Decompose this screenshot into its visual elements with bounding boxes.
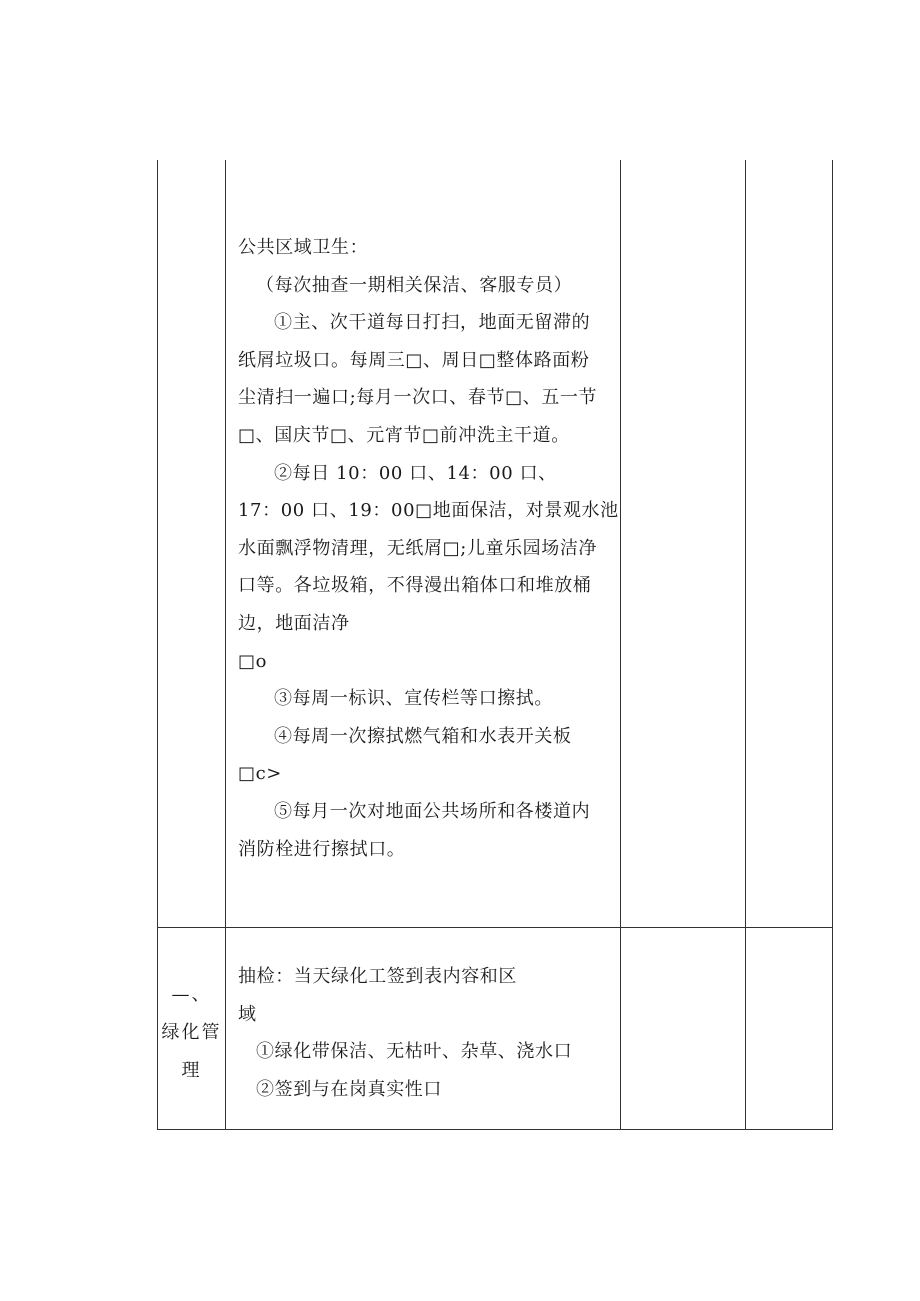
- row1-line-item2-cont3: 口等。各垃圾箱，不得漫出箱体口和堆放桶: [238, 575, 592, 597]
- row1-line-item4: ④每周一次擦拭燃气箱和水表开关板: [274, 725, 572, 747]
- row1-line-heading: 公共区域卫生：: [238, 237, 369, 258]
- row1-line-item5-cont: 消防栓进行擦拭口。: [238, 838, 406, 860]
- table-divider-col3: [745, 160, 746, 1130]
- table-border-bottom: [157, 1129, 833, 1130]
- row1-line-item1-cont1: 纸屑垃圾口。每周三□、周日□整体路面粉: [238, 349, 590, 371]
- row1-line-item1: ①主、次干道每日打扫，地面无留滞的: [274, 312, 591, 334]
- row2-line-item1: ①绿化带保洁、无枯叶、杂草、浇水口: [256, 1041, 573, 1063]
- table-border-right: [832, 160, 833, 1130]
- row2-content-cell: [238, 958, 572, 1108]
- row1-line-item2: ②每日 10：00 口、14：00 口、: [274, 462, 557, 484]
- row1-line-item2-cont2: 水面飘浮物清理，无纸屑□;儿童乐园场洁净: [238, 537, 598, 559]
- row1-line-item1-cont3: □、国庆节□、元宵节□前冲洗主干道。: [238, 424, 570, 446]
- table-divider-col2: [620, 160, 621, 1130]
- row1-content-cell: [238, 229, 619, 868]
- row2-line-heading: 抽检：当天绿化工签到表内容和区: [238, 966, 517, 987]
- row2-category-title-cont: 理: [181, 1060, 202, 1081]
- row1-line-item2-cont4: 边，地面洁净: [238, 612, 350, 634]
- table-divider-col1: [225, 160, 226, 1130]
- row2-line-item2: ②签到与在岗真实性口: [256, 1078, 442, 1100]
- table-row-divider: [157, 927, 833, 928]
- row2-line-heading-cont: 域: [238, 1003, 257, 1025]
- row1-line-note: （每次抽查一期相关保洁、客服专员）: [256, 274, 573, 296]
- row2-category-cell: [158, 980, 225, 1090]
- row1-line-item4-cont: □c>: [238, 763, 282, 785]
- row1-line-item2-cont1: 17：00 口、19：00□地面保洁，对景观水池: [238, 500, 619, 522]
- row1-line-item5: ⑤每月一次对地面公共场所和各楼道内: [274, 800, 591, 822]
- row2-category-number: —、: [171, 984, 212, 1005]
- row1-line-item1-cont2: 尘清扫一遍口;每月一次口、春节□、五一节: [238, 387, 598, 409]
- row1-line-item2-cont5: □o: [238, 650, 268, 672]
- row1-line-item3: ③每周一标识、宣传栏等口擦拭。: [274, 688, 553, 710]
- row2-category-title: 绿化管: [161, 1022, 222, 1043]
